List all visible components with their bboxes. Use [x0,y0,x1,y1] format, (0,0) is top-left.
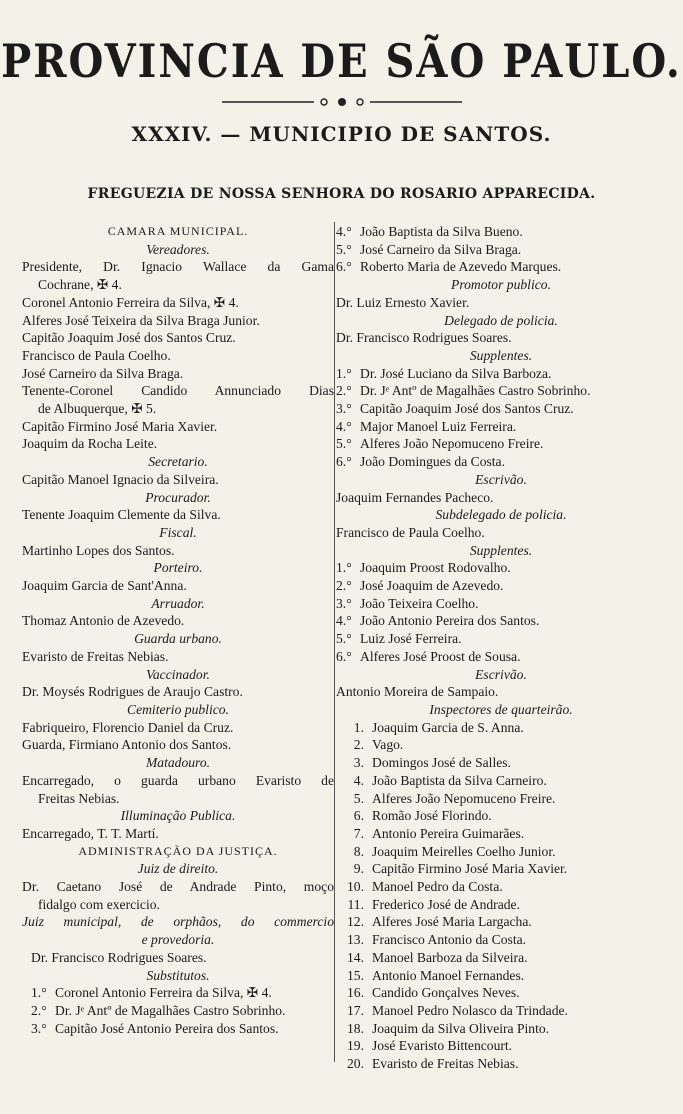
list-item: Fabriqueiro, Florencio Daniel da Cruz. [22,719,234,735]
item-number: 5.° [336,631,352,647]
list-item: de Albuquerque, ✠ 5. [38,401,157,417]
item-text: Capitão Firmino José Maria Xavier. [372,861,568,877]
item-text: Frederico José de Andrade. [372,896,520,912]
item-text: João Teixeira Coelho. [360,595,479,611]
vereadores-heading: Vereadores. [146,241,210,257]
item-number: 8. [353,843,364,859]
item-text: Joaquim Meirelles Coelho Junior. [372,843,556,859]
list-item [336,258,666,276]
list-item [22,984,334,1002]
list-item: Dr. Luiz Ernesto Xavier. [336,294,470,310]
table-row [336,984,666,1002]
guarda-heading: Guarda urbano. [134,631,222,647]
item-text: Alferes João Nepomuceno Freire. [372,790,556,806]
item-number: 3. [353,755,364,771]
item-number: 2.° [31,1002,47,1018]
item-text: João Baptista da Silva Bueno. [360,224,523,239]
table-row [336,736,666,754]
left-column [22,223,334,1037]
list-item [336,559,666,577]
list-item: Dr. Francisco Rodrigues Soares. [31,949,207,965]
secretario-heading: Secretario. [148,454,208,470]
list-item: Capitão Manoel Ignacio da Silveira. [22,471,219,487]
list-item [336,382,666,400]
item-number: 18. [347,1020,364,1036]
item-number: 2.° [336,383,352,399]
supplentes2-heading: Supplentes. [469,542,533,558]
item-number: 6.° [336,454,352,470]
item-number: 10. [347,879,364,895]
item-text: Major Manoel Luiz Ferreira. [360,418,517,434]
list-item [336,630,666,648]
item-text: Alferes José Maria Largacha. [372,914,532,930]
item-text: Capitão José Antonio Pereira dos Santos. [55,1020,279,1036]
list-item: Capitão Firmino José Maria Xavier. [22,418,218,434]
item-number: 1.° [31,985,47,1001]
list-item [336,418,666,436]
page-title: PROVINCIA DE SÃO PAULO. [1,34,682,89]
item-number: 9. [353,861,364,877]
fiscal-heading: Fiscal. [159,524,197,540]
item-number: 2. [353,737,364,753]
item-text: Coronel Antonio Ferreira da Silva, ✠ 4. [55,985,272,1001]
item-number: 4.° [336,224,352,239]
cemiterio-heading: Cemiterio publico. [127,701,229,717]
justica-heading: ADMINISTRAÇÃO DA JUSTIÇA. [78,843,278,858]
list-item [336,400,666,418]
list-item [336,595,666,613]
table-row [336,949,666,967]
item-number: 13. [347,932,364,948]
item-text: Alferes José Proost de Sousa. [360,648,521,664]
list-item: Tenente Joaquim Clemente da Silva. [22,507,221,523]
item-text: João Antonio Pereira dos Santos. [360,613,540,629]
list-item [22,1020,334,1038]
item-text: José Joaquim de Azevedo. [360,578,504,594]
list-item: Coronel Antonio Ferreira da Silva, ✠ 4. [22,294,239,310]
item-text: Candido Gonçalves Neves. [372,985,520,1001]
item-text: Joaquim Proost Rodovalho. [360,560,511,576]
item-number: 6.° [336,648,352,664]
table-row [336,967,666,985]
list-item: Evaristo de Freitas Nebias. [22,648,169,664]
escrivao2-heading: Escrivão. [475,666,527,682]
list-item: Francisco de Paula Coelho. [22,347,171,363]
table-row [336,790,666,808]
list-item: Joaquim Fernandes Pacheco. [336,489,494,505]
list-item [336,648,666,666]
table-row [336,1055,666,1073]
item-number: 16. [347,985,364,1001]
list-item: José Carneiro da Silva Braga. [22,365,184,381]
table-row [336,843,666,861]
item-text: Antonio Pereira Guimarães. [372,825,525,841]
list-item: Dr. Caetano José de Andrade Pinto, moço [22,879,334,895]
item-text: Dr. José Luciano da Silva Barboza. [360,365,552,381]
list-item [336,612,666,630]
item-number: 20. [347,1056,364,1072]
list-item: Dr. Francisco Rodrigues Soares. [336,330,512,346]
list-item [336,241,666,259]
item-number: 4.° [336,418,352,434]
promotor-heading: Promotor publico. [451,277,551,293]
item-number: 1.° [336,560,352,576]
right-column [336,223,666,1073]
delegado-heading: Delegado de policia. [444,312,558,328]
item-number: 5.° [336,436,352,452]
juiz-municipal-heading: Juiz municipal, de orphãos, do commercio [22,914,334,930]
table-row [336,860,666,878]
item-number: 14. [347,949,364,965]
item-text: Capitão Joaquim José dos Santos Cruz. [360,401,574,417]
table-row [336,913,666,931]
list-item: Presidente, Dr. Ignacio Wallace da Gama [22,259,334,275]
item-number: 15. [347,967,364,983]
vaccinador-heading: Vaccinador. [146,666,210,682]
arruador-heading: Arruador. [151,595,205,611]
item-text: Manoel Barboza da Silveira. [372,949,528,965]
subdelegado-heading: Subdelegado de policia. [435,507,567,523]
procurador-heading: Procurador. [145,489,211,505]
list-item [22,1002,334,1020]
list-item: Encarregado, T. T. Martí. [22,825,159,841]
item-number: 3.° [31,1020,47,1036]
list-item [336,453,666,471]
list-item: Guarda, Firmiano Antonio dos Santos. [22,737,232,753]
ornament-divider-icon [222,96,462,108]
item-number: 2.° [336,578,352,594]
list-item [336,223,666,241]
item-text: Joaquim Garcia de S. Anna. [372,719,524,735]
list-item: Freitas Nebias. [38,790,120,806]
list-item: Antonio Moreira de Sampaio. [336,684,499,700]
item-number: 6.° [336,259,352,275]
item-text: Vago. [372,737,404,753]
item-text: Dr. Jᵉ Antº de Magalhães Castro Sobrinho. [360,383,591,399]
table-row [336,719,666,737]
item-number: 1. [353,719,364,735]
item-text: Romão José Florindo. [372,808,492,824]
supplentes-heading: Supplentes. [469,347,533,363]
item-text: João Domingues da Costa. [360,454,505,470]
item-text: Antonio Manoel Fernandes. [372,967,525,983]
table-row [336,807,666,825]
item-number: 11. [347,896,364,912]
list-item: Alferes José Teixeira da Silva Braga Junior. [22,312,260,328]
matadouro-heading: Matadouro. [145,755,211,771]
list-item: fidalgo com exercicio. [38,896,160,912]
item-text: José Evaristo Bittencourt. [372,1038,513,1054]
item-text: Manoel Pedro da Costa. [372,879,503,895]
table-row [336,1002,666,1020]
list-item: Joaquim Garcia de Sant'Anna. [22,578,187,594]
item-text: Joaquim da Silva Oliveira Pinto. [372,1020,550,1036]
list-item [336,577,666,595]
list-item: Thomaz Antonio de Azevedo. [22,613,185,629]
inspectores-list [336,719,666,1073]
section-title: XXXIV. — MUNICIPIO DE SANTOS. [131,122,552,146]
item-number: 1.° [336,365,352,381]
list-item [336,365,666,383]
table-row [336,1037,666,1055]
item-number: 4.° [336,613,352,629]
item-number: 19. [347,1038,364,1054]
item-number: 5.° [336,241,352,257]
table-row [336,754,666,772]
iluminacao-heading: Illuminação Publica. [120,808,236,824]
juiz-direito-heading: Juiz de direito. [137,861,219,877]
item-text: José Carneiro da Silva Braga. [360,241,522,257]
list-item: Martinho Lopes dos Santos. [22,542,175,558]
freguezia-heading: FREGUEZIA DE NOSSA SENHORA DO ROSARIO APPARECIDA. [87,186,596,202]
item-number: 12. [347,914,364,930]
camara-heading: CAMARA MUNICIPAL. [107,224,249,238]
list-item: Tenente-Coronel Candido Annunciado Dias [22,383,334,399]
item-number: 6. [353,808,364,824]
inspectores-heading: Inspectores de quarteirão. [429,701,573,717]
table-row [336,825,666,843]
item-number: 3.° [336,401,352,417]
table-row [336,1020,666,1038]
list-item: Encarregado, o guarda urbano Evaristo de [22,772,334,788]
juiz-municipal-heading-cont: e provedoria. [141,932,215,948]
list-item: Joaquim da Rocha Leite. [22,436,158,452]
item-number: 7. [353,825,364,841]
item-text: Roberto Maria de Azevedo Marques. [360,259,562,275]
column-divider [334,222,335,1062]
list-item: Dr. Moysés Rodrigues de Araujo Castro. [22,684,243,700]
table-row [336,896,666,914]
item-number: 17. [347,1002,364,1018]
item-text: Alferes João Nepomuceno Freire. [360,436,544,452]
list-item: Francisco de Paula Coelho. [336,524,485,540]
list-item [336,435,666,453]
item-text: Evaristo de Freitas Nebias. [372,1056,519,1072]
item-text: Domingos José de Salles. [372,755,511,771]
table-row [336,931,666,949]
item-text: Manoel Pedro Nolasco da Trindade. [372,1002,568,1018]
item-text: Dr. Jᵉ Antº de Magalhães Castro Sobrinho. [55,1002,286,1018]
table-row [336,772,666,790]
item-number: 3.° [336,595,352,611]
item-number: 5. [353,790,364,806]
substitutos-heading: Substitutos. [146,967,210,983]
item-number: 4. [353,772,364,788]
item-text: Francisco Antonio da Costa. [372,932,527,948]
porteiro-heading: Porteiro. [153,560,203,576]
table-row [336,878,666,896]
escrivao-heading: Escrivão. [475,471,527,487]
list-item: Capitão Joaquim José dos Santos Cruz. [22,330,236,346]
list-item: Cochrane, ✠ 4. [38,277,122,293]
item-text: João Baptista da Silva Carneiro. [372,772,547,788]
item-text: Luiz José Ferreira. [360,631,462,647]
